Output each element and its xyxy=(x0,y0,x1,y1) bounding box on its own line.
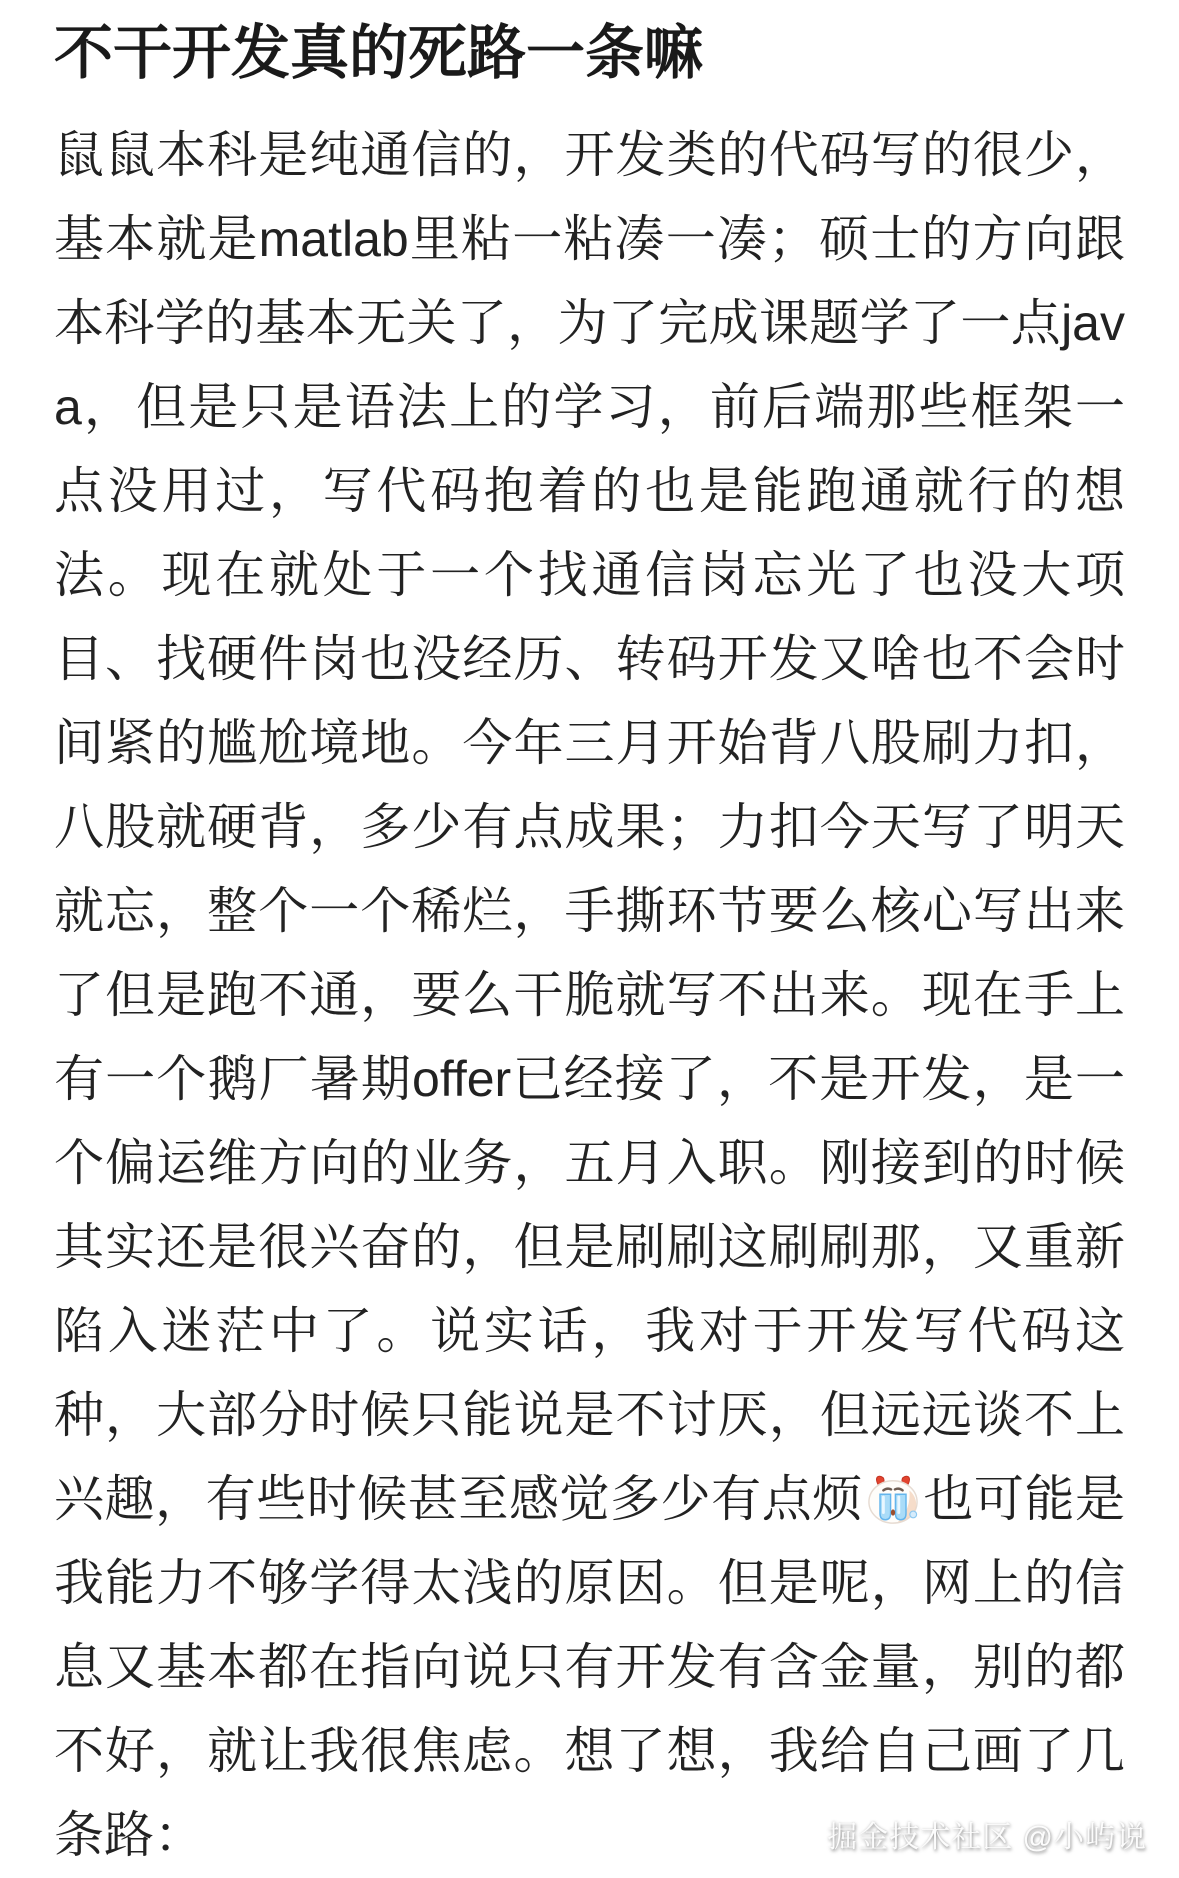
post-body xyxy=(0,113,1179,1877)
post-title: 不干开发真的死路一条嘛 xyxy=(54,20,704,86)
crying-devil-emoji xyxy=(864,1467,922,1519)
post-body-text-2: 也可能是我能力不够学得太浅的原因。但是呢，网上的信息又基本都在指向说只有开发有含金量，别的都不好，就让我很焦虑。想了想，我给自己画了几条路： xyxy=(54,1471,1126,1863)
post-body-text-1: 鼠鼠本科是纯通信的，开发类的代码写的很少，基本就是matlab里粘一粘凑一凑；硕士的方向跟本科学的基本无关了，为了完成课题学了一点java，但是只是语法上的学习，前后端那些框架一点没用过，写代码抱着的也是能跑通就行的想法。现在就处于一个找通信岗忘光了也没大项目、找硬件岗也没经历、转码开发又啥也不会时间紧的尴尬境地。今年三月开始背八股刷力扣，八股就硬背，多少有点成果；力扣今天写了明天就忘，整个一个稀烂，手撕环节要么核心写出来了但是跑不通，要么干脆就写不出来。现在手上有一个鹅厂暑期offer已经接了，不是开发，是一个偏运维方向的业务，五月入职。刚接到的时候其实还是很兴奋的，但是刷刷这刷刷那，又重新陷入迷茫中了。说实话，我对于开发写代码这种，大部分时候只能说是不讨厌，但远远谈不上兴趣，有些时候甚至感觉多少有点烦 xyxy=(54,127,1125,1527)
watermark: 掘金技术社区 @小屿说 xyxy=(827,1821,1147,1854)
